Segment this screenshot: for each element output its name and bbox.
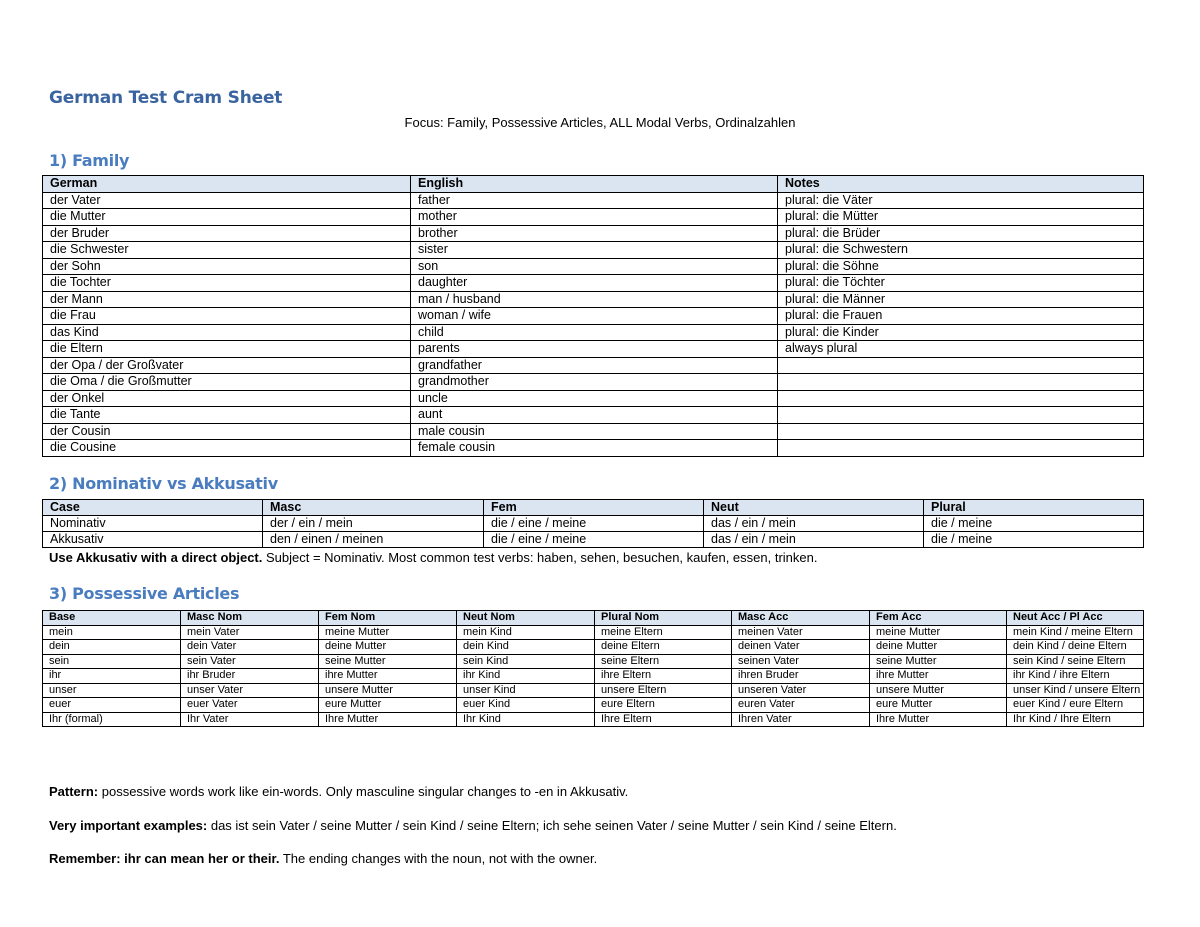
column-header: English xyxy=(411,176,778,193)
table-cell: mein xyxy=(43,625,181,640)
table-cell: plural: die Mütter xyxy=(778,209,1144,226)
table-row xyxy=(43,669,1144,684)
table-cell: man / husband xyxy=(411,291,778,308)
table-row xyxy=(43,532,1144,548)
table-row xyxy=(43,516,1144,532)
table-cell: ihren Bruder xyxy=(732,669,870,684)
table-cell: eure Mutter xyxy=(319,698,457,713)
table-cell: ihre Eltern xyxy=(595,669,732,684)
table-row xyxy=(43,242,1144,259)
table-cell: das / ein / mein xyxy=(704,532,924,548)
table-cell: deinen Vater xyxy=(732,640,870,655)
table-cell: sein Kind / seine Eltern xyxy=(1007,654,1144,669)
table-cell: sein xyxy=(43,654,181,669)
table-cell: plural: die Söhne xyxy=(778,258,1144,275)
table-row xyxy=(43,440,1144,457)
table-cell: son xyxy=(411,258,778,275)
table-cell: plural: die Frauen xyxy=(778,308,1144,325)
table-cell: unsere Eltern xyxy=(595,683,732,698)
table-cell: sein Kind xyxy=(457,654,595,669)
table-row xyxy=(43,275,1144,292)
examples-note xyxy=(49,818,897,833)
column-header: Plural Nom xyxy=(595,611,732,626)
table-cell: der Mann xyxy=(43,291,411,308)
table-cell: die / meine xyxy=(924,516,1144,532)
table-cell xyxy=(778,357,1144,374)
table-cell: eure Mutter xyxy=(870,698,1007,713)
table-cell: der Bruder xyxy=(43,225,411,242)
column-header: Case xyxy=(43,500,263,516)
table-cell: ihr Kind / ihre Eltern xyxy=(1007,669,1144,684)
family-table xyxy=(42,175,1144,457)
table-cell: seine Eltern xyxy=(595,654,732,669)
table-cell: ihr Kind xyxy=(457,669,595,684)
possessive-articles-table xyxy=(42,610,1144,727)
table-row xyxy=(43,357,1144,374)
table-cell: plural: die Kinder xyxy=(778,324,1144,341)
table-cell: euer xyxy=(43,698,181,713)
table-cell: Akkusativ xyxy=(43,532,263,548)
table-cell: woman / wife xyxy=(411,308,778,325)
column-header: Neut xyxy=(704,500,924,516)
table-cell: deine Mutter xyxy=(319,640,457,655)
table-cell: seine Mutter xyxy=(319,654,457,669)
table-cell: Ihr (formal) xyxy=(43,712,181,727)
table-cell: child xyxy=(411,324,778,341)
table-cell: plural: die Väter xyxy=(778,192,1144,209)
table-cell: Nominativ xyxy=(43,516,263,532)
table-cell: plural: die Schwestern xyxy=(778,242,1144,259)
table-row xyxy=(43,209,1144,226)
table-cell: mein Kind / meine Eltern xyxy=(1007,625,1144,640)
table-cell: die Oma / die Großmutter xyxy=(43,374,411,391)
table-cell: parents xyxy=(411,341,778,358)
table-row xyxy=(43,712,1144,727)
table-cell: meine Eltern xyxy=(595,625,732,640)
table-cell: dein xyxy=(43,640,181,655)
column-header: Masc xyxy=(263,500,484,516)
table-cell xyxy=(778,407,1144,424)
table-row xyxy=(43,654,1144,669)
table-cell xyxy=(778,440,1144,457)
pattern-note xyxy=(49,784,628,799)
table-cell: father xyxy=(411,192,778,209)
table-cell xyxy=(778,390,1144,407)
nominativ-akkusativ-table xyxy=(42,499,1144,548)
table-row xyxy=(43,625,1144,640)
table-cell: unsere Mutter xyxy=(319,683,457,698)
table-row xyxy=(43,374,1144,391)
table-cell: die / eine / meine xyxy=(484,532,704,548)
section-heading-nominativ: 2) Nominativ vs Akkusativ xyxy=(49,474,278,493)
table-cell: der Sohn xyxy=(43,258,411,275)
table-cell: ihr xyxy=(43,669,181,684)
note-bold: Pattern: xyxy=(49,784,99,799)
table-cell: ihr Bruder xyxy=(181,669,319,684)
page-title: German Test Cram Sheet xyxy=(49,88,283,108)
table-cell: euer Kind / eure Eltern xyxy=(1007,698,1144,713)
table-row xyxy=(43,390,1144,407)
table-cell: unseren Vater xyxy=(732,683,870,698)
table-cell: Ihr Kind / Ihre Eltern xyxy=(1007,712,1144,727)
column-header: Masc Nom xyxy=(181,611,319,626)
table-cell: unsere Mutter xyxy=(870,683,1007,698)
table-cell: daughter xyxy=(411,275,778,292)
table-cell: Ihre Mutter xyxy=(870,712,1007,727)
table-row xyxy=(43,324,1144,341)
note-bold: Remember: ihr can mean her or their. xyxy=(49,851,280,866)
table-cell: der Opa / der Großvater xyxy=(43,357,411,374)
table-row xyxy=(43,341,1144,358)
table-cell: plural: die Brüder xyxy=(778,225,1144,242)
akkusativ-note xyxy=(49,550,817,565)
table-cell: ihre Mutter xyxy=(319,669,457,684)
table-cell: meinen Vater xyxy=(732,625,870,640)
table-cell: die / eine / meine xyxy=(484,516,704,532)
note-bold: Very important examples: xyxy=(49,818,208,833)
column-header: Fem Acc xyxy=(870,611,1007,626)
table-cell: uncle xyxy=(411,390,778,407)
section-heading-possessive: 3) Possessive Articles xyxy=(49,584,240,603)
table-row xyxy=(43,423,1144,440)
table-row xyxy=(43,308,1144,325)
table-cell: die Tochter xyxy=(43,275,411,292)
table-cell: euer Vater xyxy=(181,698,319,713)
column-header: German xyxy=(43,176,411,193)
table-cell: den / einen / meinen xyxy=(263,532,484,548)
table-cell: der Vater xyxy=(43,192,411,209)
column-header: Base xyxy=(43,611,181,626)
table-cell: Ihr Vater xyxy=(181,712,319,727)
table-cell: plural: die Töchter xyxy=(778,275,1144,292)
note-bold: Use Akkusativ with a direct object. xyxy=(49,550,263,565)
table-cell: die Tante xyxy=(43,407,411,424)
table-cell: deine Mutter xyxy=(870,640,1007,655)
table-cell: die Cousine xyxy=(43,440,411,457)
table-row xyxy=(43,407,1144,424)
table-cell: unser Kind / unsere Eltern xyxy=(1007,683,1144,698)
table-row xyxy=(43,291,1144,308)
table-cell: die Schwester xyxy=(43,242,411,259)
table-cell: die Frau xyxy=(43,308,411,325)
column-header: Neut Acc / Pl Acc xyxy=(1007,611,1144,626)
table-cell: die Eltern xyxy=(43,341,411,358)
table-header-row xyxy=(43,176,1144,193)
table-cell: mein Vater xyxy=(181,625,319,640)
table-cell: Ihre Mutter xyxy=(319,712,457,727)
table-row xyxy=(43,683,1144,698)
page-subtitle: Focus: Family, Possessive Articles, ALL Modal Verbs, Ordinalzahlen xyxy=(404,115,796,130)
remember-note xyxy=(49,851,597,866)
table-cell: grandfather xyxy=(411,357,778,374)
column-header: Masc Acc xyxy=(732,611,870,626)
table-header-row xyxy=(43,500,1144,516)
table-cell: grandmother xyxy=(411,374,778,391)
table-cell: euren Vater xyxy=(732,698,870,713)
section-heading-family: 1) Family xyxy=(49,151,130,170)
table-cell: dein Kind xyxy=(457,640,595,655)
table-cell: unser Vater xyxy=(181,683,319,698)
table-cell: plural: die Männer xyxy=(778,291,1144,308)
table-cell: die Mutter xyxy=(43,209,411,226)
table-cell: dein Kind / deine Eltern xyxy=(1007,640,1144,655)
note-text: Subject = Nominativ. Most common test verbs: haben, sehen, besuchen, kaufen, essen, trinken. xyxy=(262,550,818,565)
table-header-row xyxy=(43,611,1144,626)
column-header: Neut Nom xyxy=(457,611,595,626)
note-text: possessive words work like ein-words. Only masculine singular changes to -en in Akkusativ. xyxy=(98,784,629,799)
column-header: Notes xyxy=(778,176,1144,193)
column-header: Fem Nom xyxy=(319,611,457,626)
table-cell: das / ein / mein xyxy=(704,516,924,532)
table-cell: der Cousin xyxy=(43,423,411,440)
table-row xyxy=(43,192,1144,209)
table-cell: female cousin xyxy=(411,440,778,457)
table-cell: ihre Mutter xyxy=(870,669,1007,684)
table-cell: seine Mutter xyxy=(870,654,1007,669)
table-cell: brother xyxy=(411,225,778,242)
table-cell: der / ein / mein xyxy=(263,516,484,532)
table-cell: unser Kind xyxy=(457,683,595,698)
table-row xyxy=(43,258,1144,275)
table-cell xyxy=(778,423,1144,440)
table-cell: seinen Vater xyxy=(732,654,870,669)
table-cell: mother xyxy=(411,209,778,226)
table-cell: Ihre Eltern xyxy=(595,712,732,727)
table-cell: deine Eltern xyxy=(595,640,732,655)
table-cell: Ihr Kind xyxy=(457,712,595,727)
table-cell: dein Vater xyxy=(181,640,319,655)
table-cell: aunt xyxy=(411,407,778,424)
table-row xyxy=(43,640,1144,655)
table-cell: das Kind xyxy=(43,324,411,341)
table-cell xyxy=(778,374,1144,391)
column-header: Plural xyxy=(924,500,1144,516)
table-cell: unser xyxy=(43,683,181,698)
table-cell: die / meine xyxy=(924,532,1144,548)
table-cell: der Onkel xyxy=(43,390,411,407)
table-cell: always plural xyxy=(778,341,1144,358)
table-cell: sein Vater xyxy=(181,654,319,669)
table-row xyxy=(43,225,1144,242)
table-cell: mein Kind xyxy=(457,625,595,640)
table-cell: male cousin xyxy=(411,423,778,440)
column-header: Fem xyxy=(484,500,704,516)
table-row xyxy=(43,698,1144,713)
table-cell: eure Eltern xyxy=(595,698,732,713)
note-text: The ending changes with the noun, not with the owner. xyxy=(279,851,598,866)
table-cell: meine Mutter xyxy=(319,625,457,640)
table-cell: euer Kind xyxy=(457,698,595,713)
table-cell: meine Mutter xyxy=(870,625,1007,640)
table-cell: sister xyxy=(411,242,778,259)
table-cell: Ihren Vater xyxy=(732,712,870,727)
note-text: das ist sein Vater / seine Mutter / sein Kind / seine Eltern; ich sehe seinen Vater / seine Mutter / sein Kind / seine Eltern. xyxy=(207,818,897,833)
